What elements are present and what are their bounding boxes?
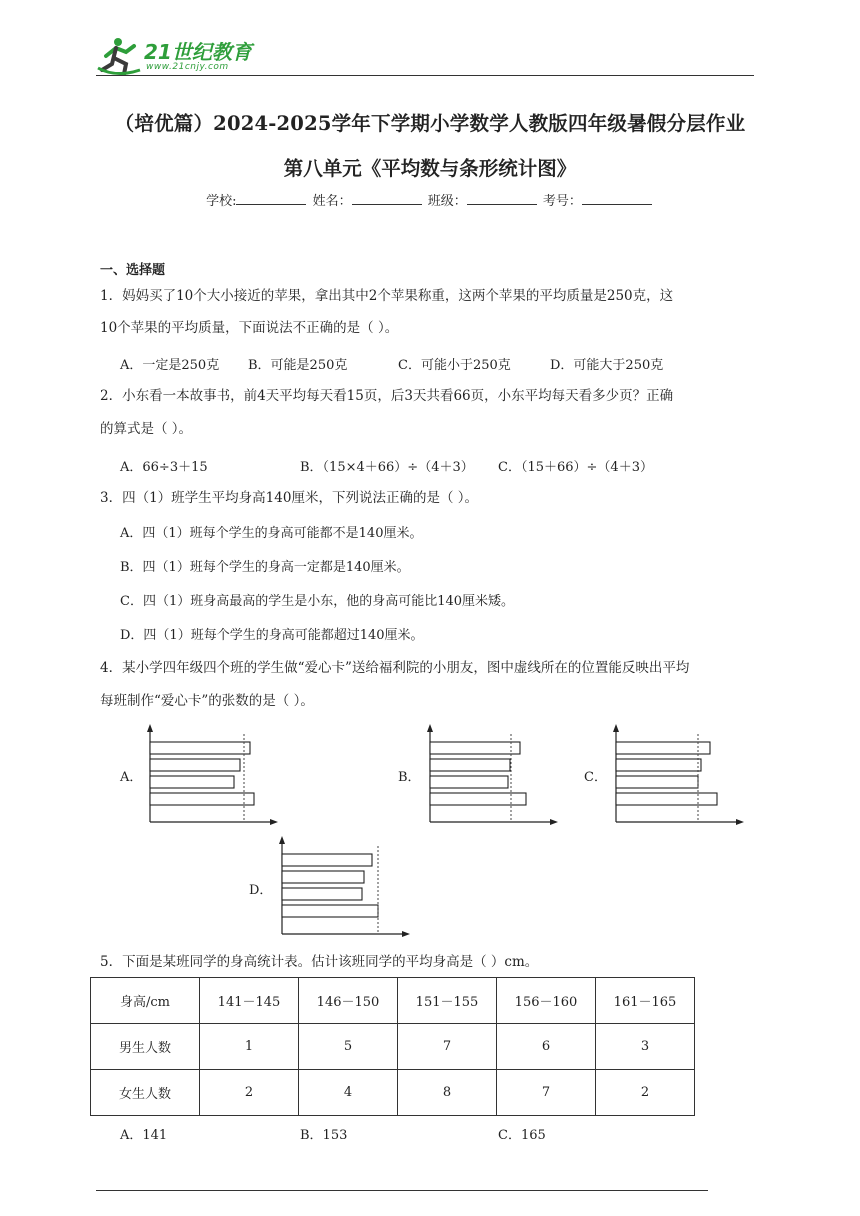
y-axis-arrow [147, 724, 153, 732]
chart-b-label[interactable]: B． [398, 770, 421, 785]
q1-option-c[interactable]: C．可能小于250克 [398, 358, 511, 373]
bar [150, 742, 250, 754]
table-cell: 8 [398, 1070, 497, 1116]
site-logo [96, 34, 266, 78]
question-2-line1: 2．小东看一本故事书，前4天平均每天看15页，后3天共看66页，小东平均每天看多少页？正确 [100, 388, 674, 404]
q5-option-c[interactable]: C．165 [498, 1128, 546, 1143]
exam-no-blank[interactable] [582, 192, 652, 205]
table-cell: 7 [398, 1024, 497, 1070]
section-title: 一、选择题 [100, 263, 166, 278]
school-label: 学校: [206, 194, 237, 209]
chart-d-label[interactable]: D． [249, 883, 273, 898]
x-axis-arrow [550, 819, 558, 825]
x-axis-arrow [402, 931, 410, 937]
bar [430, 759, 510, 771]
bar [616, 793, 717, 805]
table-cell: 1 [200, 1024, 299, 1070]
table-header-cell: 141－145 [200, 978, 299, 1024]
table-header-cell: 156－160 [497, 978, 596, 1024]
exam-no-label: 考号： [542, 194, 582, 209]
q1-option-d[interactable]: D．可能大于250克 [550, 358, 664, 373]
bar [150, 776, 234, 788]
header-rule [96, 75, 754, 76]
bar [282, 871, 364, 883]
table-header-cell: 身高/cm [91, 978, 200, 1024]
bar [150, 759, 240, 771]
bar [616, 742, 710, 754]
chart-a-label[interactable]: A． [120, 770, 143, 785]
bar [282, 905, 378, 917]
table-header-cell: 161－165 [596, 978, 695, 1024]
bar [150, 793, 254, 805]
bar-chart-c [606, 720, 746, 830]
q2-option-a[interactable]: A．66÷3＋15 [120, 460, 208, 475]
question-5: 5．下面是某班同学的身高统计表。估计该班同学的平均身高是（ ）cm。 [100, 954, 539, 970]
student-info [0, 190, 860, 209]
question-1-line2: 10个苹果的平均质量，下面说法不正确的是（ ）。 [100, 320, 399, 336]
q3-option-c[interactable]: C．四（1）班身高最高的学生是小东，他的身高可能比140厘米矮。 [120, 594, 515, 609]
school-blank[interactable] [236, 192, 306, 205]
bar [616, 759, 701, 771]
x-axis-arrow [270, 819, 278, 825]
table-cell: 女生人数 [91, 1070, 200, 1116]
q3-option-d[interactable]: D．四（1）班每个学生的身高可能都超过140厘米。 [120, 628, 424, 643]
question-2-line2: 的算式是（ ）。 [100, 421, 193, 437]
logo-url: www.21cnjy.com [146, 62, 229, 72]
table-cell: 5 [299, 1024, 398, 1070]
chart-c-label[interactable]: C． [584, 770, 607, 785]
height-table [90, 977, 695, 1116]
question-4-line1: 4．某小学四年级四个班的学生做“爱心卡”送给福利院的小朋友，图中虚线所在的位置能反映出平均 [100, 660, 690, 676]
q5-option-b[interactable]: B．153 [300, 1128, 348, 1143]
bar [430, 793, 526, 805]
bar-chart-d [272, 832, 412, 942]
footer-rule [96, 1190, 708, 1191]
table-header-row [91, 978, 695, 1024]
class-label: 班级： [427, 194, 467, 209]
q3-option-b[interactable]: B．四（1）班每个学生的身高一定都是140厘米。 [120, 560, 410, 575]
table-cell: 3 [596, 1024, 695, 1070]
q1-option-b[interactable]: B．可能是250克 [248, 358, 348, 373]
y-axis-arrow [427, 724, 433, 732]
bar [282, 854, 372, 866]
page-subtitle: 第八单元《平均数与条形统计图》 [283, 157, 577, 180]
page-title: （培优篇）2024-2025学年下学期小学数学人教版四年级暑假分层作业 [114, 112, 746, 135]
bar [430, 742, 520, 754]
table-cell: 2 [596, 1070, 695, 1116]
name-blank[interactable] [352, 192, 422, 205]
bar-chart-a [140, 720, 280, 830]
q5-option-a[interactable]: A．141 [120, 1128, 168, 1143]
q2-option-b[interactable]: B．（15×4＋66）÷（4＋3） [300, 460, 474, 475]
y-axis-arrow [279, 836, 285, 844]
table-cell: 7 [497, 1070, 596, 1116]
table-header-cell: 146－150 [299, 978, 398, 1024]
table-cell: 2 [200, 1070, 299, 1116]
table-header-cell: 151－155 [398, 978, 497, 1024]
logo-text: 21世纪教育 [144, 40, 252, 64]
name-label: 姓名： [312, 194, 352, 209]
question-1-line1: 1．妈妈买了10个大小接近的苹果，拿出其中2个苹果称重，这两个苹果的平均质量是250克，这 [100, 288, 674, 304]
x-axis-arrow [736, 819, 744, 825]
y-axis-arrow [613, 724, 619, 732]
table-cell: 4 [299, 1070, 398, 1116]
question-4-line2: 每班制作“爱心卡”的张数的是（ ）。 [100, 693, 314, 709]
table-row [91, 1070, 695, 1116]
question-3: 3．四（1）班学生平均身高140厘米，下列说法正确的是（ ）。 [100, 490, 478, 506]
bar [282, 888, 362, 900]
table-row [91, 1024, 695, 1070]
q2-option-c[interactable]: C．（15＋66）÷（4＋3） [498, 460, 653, 475]
bar-chart-b [420, 720, 560, 830]
q1-option-a[interactable]: A．一定是250克 [120, 358, 220, 373]
bar [430, 776, 508, 788]
q3-option-a[interactable]: A．四（1）班每个学生的身高可能都不是140厘米。 [120, 526, 423, 541]
class-blank[interactable] [467, 192, 537, 205]
bar [616, 776, 698, 788]
table-cell: 6 [497, 1024, 596, 1070]
table-cell: 男生人数 [91, 1024, 200, 1070]
